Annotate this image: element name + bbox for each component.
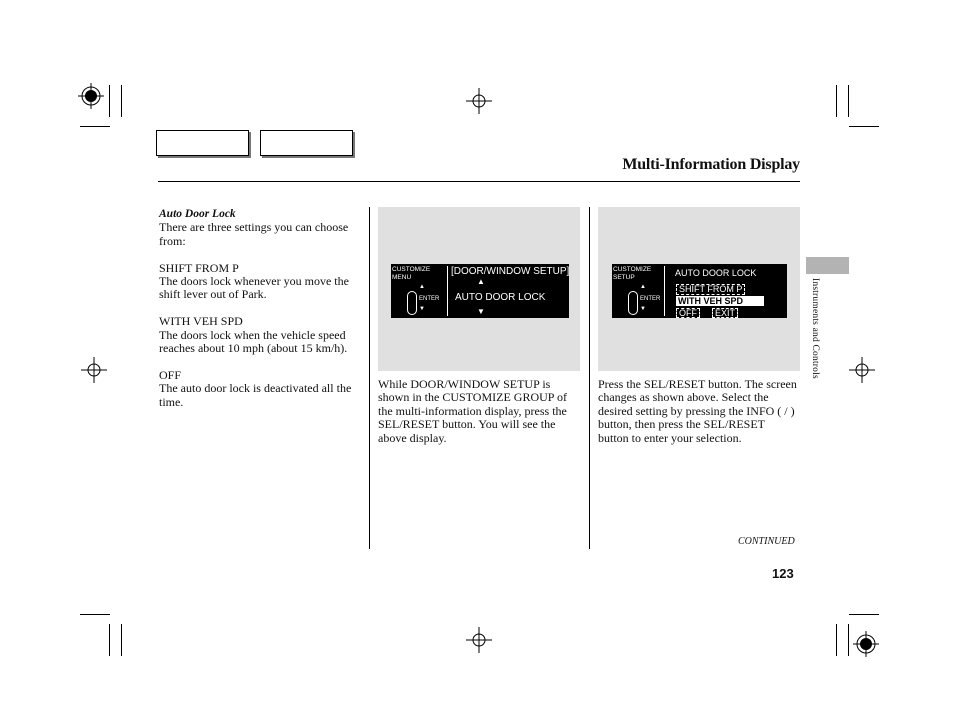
page-title: Multi-Information Display: [622, 156, 800, 173]
setting-description: The auto door lock is deactivated all the time.: [159, 381, 352, 409]
display2-caption: Press the SEL/RESET button. The screen changes as shown above. Select the desired setting by pressing the INFO ( / ) button, then press the SEL/RESET button to enter your selection.: [598, 377, 797, 445]
intro-text: There are three settings you can choose from:: [159, 220, 349, 248]
enter-label: ENTER: [419, 296, 440, 302]
side-label: MENU: [392, 274, 412, 281]
crosshair-right: [849, 357, 875, 383]
option-text: OFF: [676, 308, 700, 318]
screen-divider: [664, 266, 665, 316]
option-text: SHIFT FROM P: [676, 284, 745, 295]
title-rule: [158, 181, 800, 182]
section-heading: Auto Door Lock: [159, 208, 236, 220]
column-divider-2: [589, 207, 590, 549]
auto-door-lock-section: [159, 208, 361, 422]
side-label: CUSTOMIZE: [613, 266, 652, 273]
continued-label: CONTINUED: [738, 536, 795, 547]
up-arrow-icon: ▲: [419, 284, 425, 290]
crosshair-left: [81, 357, 107, 383]
setting-description: The doors lock when the vehicle speed reaches about 10 mph (about 15 km/h).: [159, 327, 348, 356]
page-number: 123: [772, 566, 794, 581]
down-arrow-icon: ▼: [640, 306, 646, 312]
setting-name: OFF: [159, 367, 182, 382]
knob-icon: [407, 291, 417, 315]
header-tab-box-1: [156, 130, 249, 156]
up-arrow-icon: ▲: [640, 284, 646, 290]
side-label: SETUP: [613, 274, 635, 281]
setting-name: WITH VEH SPD: [159, 314, 243, 329]
crosshair-bottom: [466, 627, 492, 653]
screen-line: AUTO DOOR LOCK: [455, 292, 546, 303]
enter-label: ENTER: [640, 296, 661, 302]
column-divider-1: [369, 207, 370, 549]
setting-description: The doors lock whenever you move the shift lever out of Park.: [159, 274, 349, 302]
setting-name: SHIFT FROM P: [159, 260, 239, 275]
option-selected: WITH VEH SPD: [676, 296, 764, 306]
screen-line: [DOOR/WINDOW SETUP]: [451, 266, 570, 277]
screen-line: AUTO DOOR LOCK: [675, 268, 757, 278]
section-label: Instruments and Controls: [810, 278, 820, 379]
mid-screen-2: [612, 264, 787, 318]
header-tab-box-2: [260, 130, 353, 156]
down-arrow-icon: ▼: [477, 307, 485, 316]
sunburst-target-top-left: [78, 83, 104, 109]
sunburst-target-bottom-right: [853, 631, 879, 657]
section-tab: [806, 257, 849, 274]
display1-caption: While DOOR/WINDOW SETUP is shown in the CUSTOMIZE GROUP of the multi-information display, press the SEL/RESET button. You will see the above display.: [378, 377, 568, 445]
crosshair-top: [466, 88, 492, 114]
knob-icon: [628, 291, 638, 315]
up-arrow-icon: ▲: [477, 277, 485, 286]
mid-screen-1: [391, 264, 569, 318]
option-text: EXIT: [712, 308, 738, 318]
down-arrow-icon: ▼: [419, 306, 425, 312]
side-label: CUSTOMIZE: [392, 266, 431, 273]
screen-divider: [447, 266, 448, 316]
